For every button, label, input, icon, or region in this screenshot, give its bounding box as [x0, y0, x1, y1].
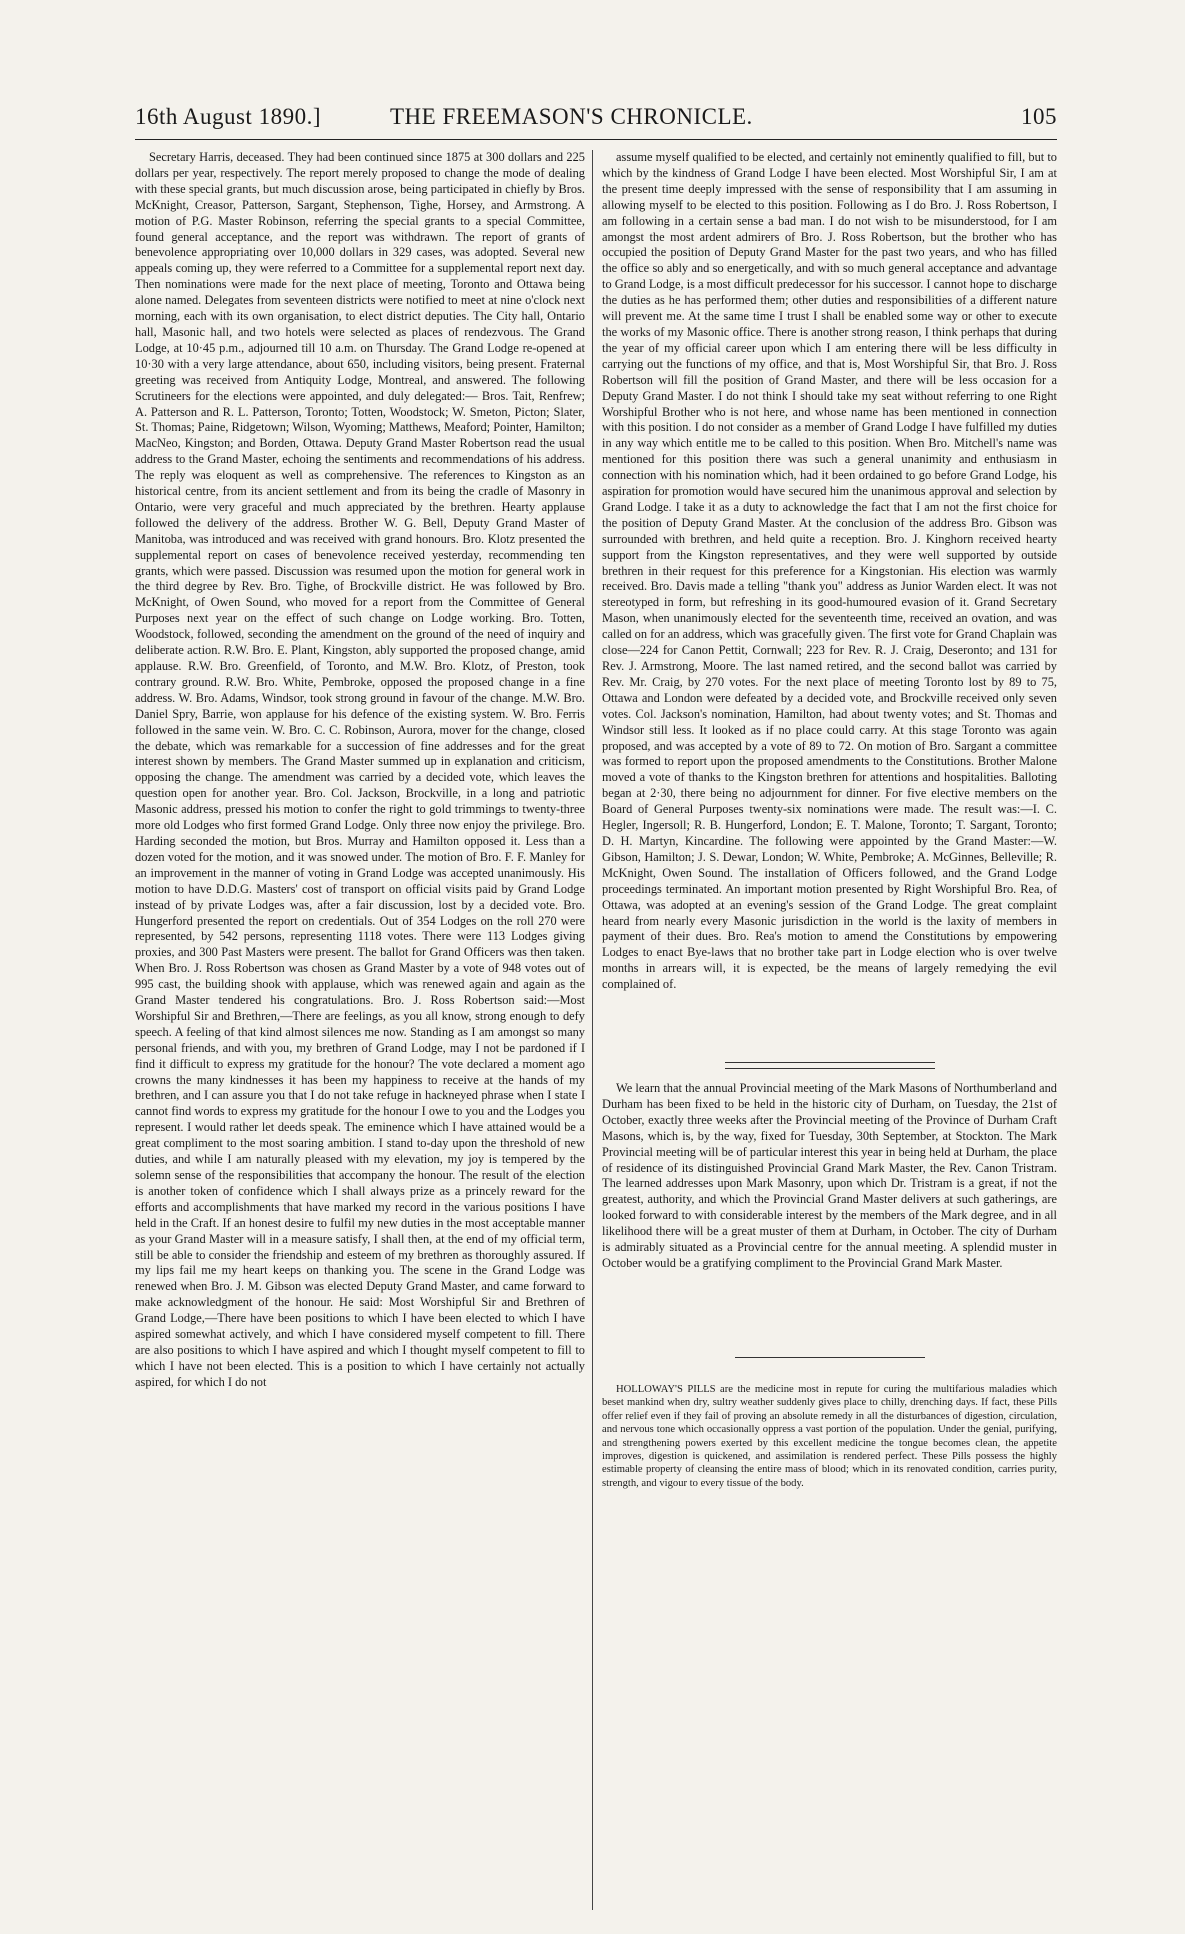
column-divider	[592, 150, 593, 1910]
advert-rule	[735, 1357, 925, 1358]
mark-masons-article	[602, 1081, 1057, 1272]
grand-lodge-report-right: assume myself qualified to be elected, and certainly not eminently qualified to fill, but to which by the kindness of Grand Lodge I have been elected. Most Worshipful Sir, I am at the present time deeply impressed with the sense of responsibility that I am assuming in allowing myself to be elected to this position. Following as I do Bro. J. Ross Robertson, I am following in a certain sense a bad man. I do not wish to be misunderstood, for I am amongst the most ardent admirers of Bro. J. Ross Robertson, but the brother who has occupied the position of Deputy Grand Master for the past two years, and who has filled the office so ably and so energetically, and with so much general acceptance and advantage to Grand Lodge, is a most difficult predecessor for his successor. I cannot hope to discharge the duties as he has performed them; other duties and responsibilities of a different nature will prevent me. At the same time I trust I shall be enabled some way or other to execute the works of my Masonic office. There is another strong reason, I think perhaps that during the year of my official career upon which I am entering there will be less difficulty in carrying out the functions of my office, and that is, Most Worshipful Sir, that Bro. J. Ross Robertson will fill the position of Grand Master, and there will be less occasion for a Deputy Grand Master. I do not think I should take my seat without referring to one Right Worshipful Brother who is not here, and whose name has been mentioned in connection with this position. I do not consider as a member of Grand Lodge I have fulfilled my duties in any way which entitle me to be called to this position. When Bro. Mitchell's name was mentioned for this position there was such a general unanimity and enthusiasm in connection with his nomination which, had it been ordained to go before Grand Lodge, his aspiration for promotion would have secured him the unanimous approval and selection by Grand Lodge. I take it as a duty to acknowledge the fact that I am not the first choice for the position of Deputy Grand Master. At the conclusion of the address Bro. Gibson was surrounded with brethren, and held quite a reception. Bro. J. Kinghorn received hearty support from the Kingston representatives, and they were well supported by outside brethren in their request for this preference for a Kingstonian. His election was warmly received. Bro. Davis made a telling "thank you" address as Junior Warden elect. It was not stereotyped in form, but refreshing in its good-humoured evasion of it. Grand Secretary Mason, when unanimously elected for the seventeenth time, received an ovation, and was called on for an address, which was gracefully given. The first vote for Grand Chaplain was close—224 for Canon Pettit, Cornwall; 223 for Rev. R. J. Craig, Deseronto; and 131 for Rev. J. Armstrong, Moore. The last named retired, and the second ballot was carried by Rev. Mr. Craig, by 270 votes. For the next place of meeting Toronto lost by 89 to 75, Ottawa and London were defeated by a decided vote, and Brockville received only seven votes. Col. Jackson's nomination, Hamilton, had about twenty votes; and St. Thomas and Windsor still less. It looked as if no place could carry. At this stage Toronto was again proposed, and was accepted by a vote of 89 to 72. On motion of Bro. Sargant a committee was formed to report upon the proposed amendments to the Constitutions. Brother Malone moved a vote of thanks to the Kingston brethren for attentions and hospitalities. Balloting began at 2·30, there being no adjournment for dinner. For five elective members on the Board of General Purposes twenty-six nominations were made. The result was:—I. C. Hegler, Ingersoll; R. B. Hungerford, London; E. T. Malone, Toronto; T. Sargant, Toronto; D. H. Martyn, Kincardine. The following were appointed by the Grand Master:—W. Gibson, Hamilton; J. S. Dewar, London; W. White, Pembroke; A. McGinnes, Belleville; R. McKnight, Owen Sound. The installation of Officers followed, and the Grand Lodge proceedings terminated. An important motion presented by Right Worshipful Bro. Rea, of Ottawa, was adopted at an evening's session of the Grand Lodge. The great complaint heard from nearly every Masonic jurisdiction in the world is the laxity of members in payment of their dues. Bro. Rea's motion to amend the Constitutions by empowering Lodges to enact Bye-laws that no brother take part in Lodge election who is over twelve months in arrears will, it is expected, be the means of largely remedying the evil complained of.	[602, 150, 1057, 992]
advert-text: HOLLOWAY'S PILLS are the medicine most in repute for curing the multifarious maladies which beset mankind when dry, sultry weather suddenly gives place to chilly, drenching days. If fact, these Pills offer relief even if they fail of proving an absolute remedy in all the disturbances of digestion, circulation, and nervous tone which occasionally oppress a vast portion of the population. Under the genial, purifying, and strengthening powers exerted by this excellent medicine the tongue becomes clean, the appetite improves, digestion is quickened, and assimilation is rendered perfect. These Pills possess the highly estimable property of cleansing the entire mass of blood; which in its renovated condition, carries purity, strength, and vigour to every tissue of the body.	[602, 1384, 1057, 1489]
publication-title: THE FREEMASON'S CHRONICLE.	[390, 104, 753, 129]
mark-masons-text: We learn that the annual Provincial meeting of the Mark Masons of Northumberland and Durham has been fixed to be held in the historic city of Durham, on Tuesday, the 21st of October, exactly three weeks after the Provincial meeting of the Province of Durham Craft Masons, which is, by the way, fixed for Tuesday, 30th September, at Stockton. The Mark Provincial meeting will be of particular interest this year in being held at Durham, the place of residence of its distinguished Provincial Grand Mark Master, the Rev. Canon Tristram. The learned addresses upon Mark Masonry, upon which Dr. Tristram is a great, if not the greatest, authority, and which the Provincial Grand Master delivers at such gatherings, are looked forward to with considerable interest by the members of the Mark degree, and in all likelihood there will be a great muster of them at Durham, in October. The city of Durham is admirably situated as a Provincial centre for the annual meeting. A splendid muster in October would be a gratifying compliment to the Provincial Grand Mark Master.	[602, 1081, 1057, 1270]
issue-date: 16th August 1890.]	[135, 104, 321, 129]
section-rule-top	[725, 1062, 935, 1063]
holloway-advert	[602, 1383, 1057, 1490]
page-header	[135, 104, 1057, 144]
header-rule	[135, 139, 1057, 140]
page-number: 105	[1021, 104, 1057, 129]
left-column	[135, 150, 585, 1920]
right-column	[602, 150, 1057, 993]
grand-lodge-report-left: Secretary Harris, deceased. They had been continued since 1875 at 300 dollars and 225 dollars per year, respectively. The report merely proposed to change the mode of dealing with these special grants, but much discussion arose, being participated in chiefly by Bros. McKnight, Creasor, Patterson, Sargant, Stephenson, Tighe, Horsey, and Armstrong. A motion of P.G. Master Robinson, referring the special grants to a special Committee, found general acceptance, and the report was withdrawn. The report of grants of benevolence appropriating over 10,000 dollars in 329 cases, was adopted. Several new appeals coming up, they were referred to a Committee for a supplemental report next day. Then nominations were made for the next place of meeting, Toronto and Ottawa being alone named. Delegates from seventeen districts were notified to meet at nine o'clock next morning, each with its own organisation, to elect district deputies. The City hall, Ontario hall, Masonic hall, and two hotels were selected as places of rendezvous. The Grand Lodge, at 10·45 p.m., adjourned till 10 a.m. on Thursday. The Grand Lodge re-opened at 10·30 with a very large attendance, about 650, including visitors, being present. Fraternal greeting was received from Antiquity Lodge, Montreal, and answered. The following Scrutineers for the elections were appointed, and duly delegated:— Bros. Tait, Renfrew; A. Patterson and R. L. Patterson, Toronto; Totten, Woodstock; W. Smeton, Picton; Slater, St. Thomas; Paine, Ridgetown; Wilson, Wyoming; Matthews, Meaford; Pointer, Hamilton; MacNeo, Kingston; and Borden, Ottawa. Deputy Grand Master Robertson read the usual address to the Grand Master, echoing the sentiments and recommendations of his address. The reply was eloquent as well as comprehensive. The references to Kingston as an historical centre, from its ancient settlement and from its being the cradle of Masonry in Ontario, were very graceful and much appreciated by the brethren. Hearty applause followed the delivery of the address. Brother W. G. Bell, Deputy Grand Master of Manitoba, was introduced and was received with grand honours. Bro. Klotz presented the supplemental report on cases of benevolence received yesterday, recommending ten grants, which were passed. Discussion was resumed upon the motion for general work in the third degree by Rev. Bro. Tighe, of Brockville district. He was followed by Bro. McKnight, of Owen Sound, who moved for a report from the Committee of General Purposes next year on the effect of such change on Lodge working. Bro. Totten, Woodstock, followed, seconding the amendment on the ground of the need of inquiry and deliberate action. R.W. Bro. E. Plant, Kingston, ably supported the proposed change, amid applause. R.W. Bro. Greenfield, of Toronto, and M.W. Bro. Klotz, of Preston, took contrary ground. R.W. Bro. White, Pembroke, opposed the proposed change in a fine address. W. Bro. Adams, Windsor, took strong ground in favour of the change. M.W. Bro. Daniel Spry, Barrie, won applause for his defence of the existing system. W. Bro. Ferris followed in the same vein. W. Bro. C. C. Robinson, Aurora, mover for the change, closed the debate, which was remarkable for a succession of fine addresses and for the great interest shown by members. The Grand Master summed up in explanation and criticism, opposing the change. The amendment was carried by a decided vote, which leaves the question open for another year. Bro. Col. Jackson, Brockville, in a long and patriotic Masonic address, pressed his motion to confer the right to gold trimmings to twenty-three more old Lodges who first formed Grand Lodge. Only three now enjoy the privilege. Bro. Harding seconded the motion, but Bros. Murray and Hamilton opposed it. Less than a dozen voted for the motion, and it was snowed under. The motion of Bro. F. F. Manley for an improvement in the manner of voting in Grand Lodge was accepted unanimously. His motion to have D.D.G. Masters' cost of transport on official visits paid by Grand Lodge instead of by private Lodges was, after a fair discussion, lost by a decided vote. Bro. Hungerford presented the report on credentials. Out of 354 Lodges on the roll 270 were represented, by 542 persons, representing 1118 votes. There were 113 Lodges giving proxies, and 300 Past Masters were present. The ballot for Grand Officers was then taken. When Bro. J. Ross Robertson was chosen as Grand Master by a vote of 948 votes out of 995 cast, the building shook with applause, which was renewed again and again as the Grand Master tendered his congratulations. Bro. J. Ross Robertson said:—Most Worshipful Sir and Brethren,—There are feelings, as you all know, strong enough to defy speech. A feeling of that kind almost silences me now. Standing as I am amongst so many personal friends, and with you, my brethren of Grand Lodge, may I not be pardoned if I find it difficult to express my gratitude for the honour? The vote declared a moment ago crowns the many kindnesses it has been my happiness to receive at the hands of my brethren, and I can assure you that I do not take refuge in hackneyed phrase when I state I cannot find words to express my gratitude for the honour I owe to you and the Lodges you represent. I would rather let deeds speak. The eminence which I have attained would be a great compliment to the most soaring ambition. I stand to-day upon the threshold of new duties, and while I am naturally pleased with my elevation, my joy is tempered by the solemn sense of the responsibilities that accompany the honour. The result of the election is another token of confidence which I shall always prize as a princely reward for the efforts and accomplishments that have marked my record in the various positions I have held in the Craft. If an honest desire to fulfil my new duties in the most acceptable manner as your Grand Master will in a measure satisfy, I shall then, at the end of my official term, still be able to consider the friendship and esteem of my brethren as thoroughly assured. If my lips fail me my heart keeps on thanking you. The scene in the Grand Lodge was renewed when Bro. J. M. Gibson was elected Deputy Grand Master, and came forward to make acknowledgment of the honour. He said: Most Worshipful Sir and Brethren of Grand Lodge,—There have been positions to which I have been elected to which I have aspired somewhat actively, and which I have considered myself competent to fill. There are also positions to which I have aspired and which I thought myself competent to fill to which I have not been elected. This is a position to which I have certainly not actually aspired, for which I do not	[135, 150, 585, 1389]
section-rule-bottom	[725, 1068, 935, 1069]
